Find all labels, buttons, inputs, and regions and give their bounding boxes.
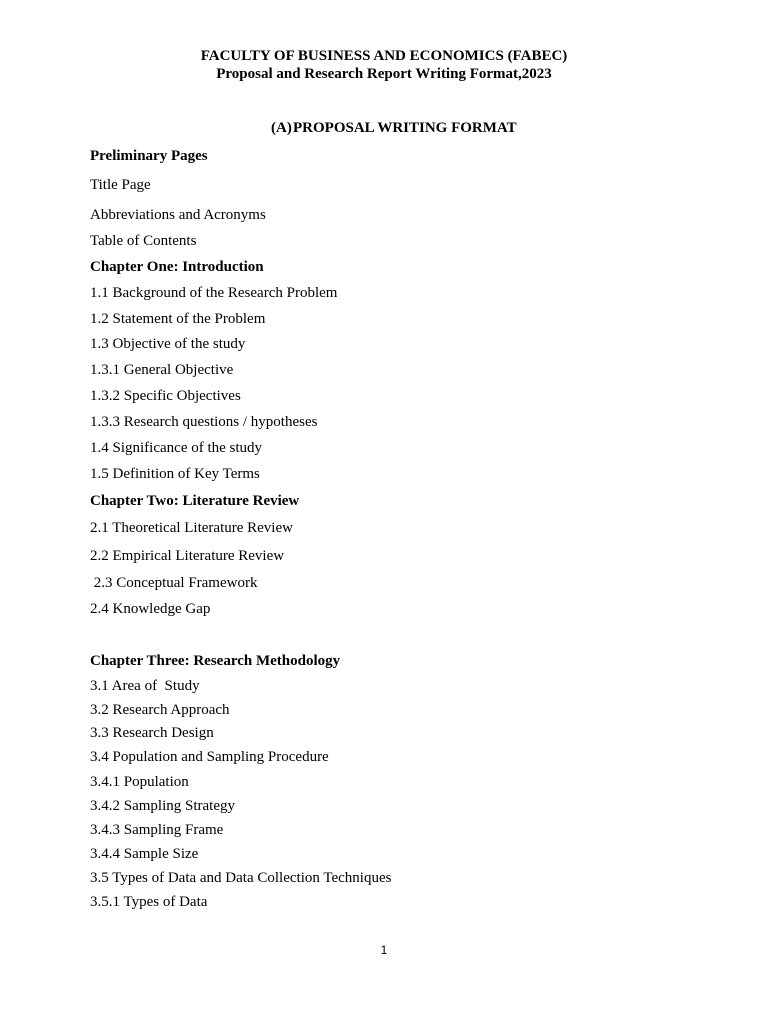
list-item-1-3-2: 1.3.2 Specific Objectives xyxy=(90,388,241,404)
preliminary-pages-heading: Preliminary Pages xyxy=(90,148,208,164)
list-item-3-4-4: 3.4.4 Sample Size xyxy=(90,846,199,862)
page-number: 1 xyxy=(380,943,388,957)
list-item-2-4: 2.4 Knowledge Gap xyxy=(90,601,211,617)
list-item-1-3-1: 1.3.1 General Objective xyxy=(90,362,234,378)
list-item-1-4: 1.4 Significance of the study xyxy=(90,440,263,456)
list-item-3-4-3: 3.4.3 Sampling Frame xyxy=(90,822,224,838)
list-item-3-2: 3.2 Research Approach xyxy=(90,702,230,718)
list-item-3-5: 3.5 Types of Data and Data Collection Techniques xyxy=(90,870,392,886)
list-item-1-3-3: 1.3.3 Research questions / hypotheses xyxy=(90,414,318,430)
list-item-1-5: 1.5 Definition of Key Terms xyxy=(90,466,260,482)
list-item-1-1: 1.1 Background of the Research Problem xyxy=(90,285,338,301)
section-title-text: PROPOSAL WRITING FORMAT xyxy=(293,120,517,136)
list-item-1-3: 1.3 Objective of the study xyxy=(90,336,246,352)
list-item-title-page: Title Page xyxy=(90,177,151,193)
list-item-3-5-1: 3.5.1 Types of Data xyxy=(90,894,208,910)
list-item-3-4-2: 3.4.2 Sampling Strategy xyxy=(90,798,235,814)
list-item-3-1: 3.1 Area of Study xyxy=(90,678,200,694)
document-subtitle: Proposal and Research Report Writing Format,2023 xyxy=(216,66,552,82)
list-item-3-4: 3.4 Population and Sampling Procedure xyxy=(90,749,329,765)
chapter-three-heading: Chapter Three: Research Methodology xyxy=(90,653,341,669)
list-item-2-1: 2.1 Theoretical Literature Review xyxy=(90,520,293,536)
section-heading xyxy=(271,119,517,137)
list-item-2-3: 2.3 Conceptual Framework xyxy=(90,575,258,591)
list-item-2-2: 2.2 Empirical Literature Review xyxy=(90,548,285,564)
list-item-1-2: 1.2 Statement of the Problem xyxy=(90,311,266,327)
list-item-table-of-contents: Table of Contents xyxy=(90,233,197,249)
faculty-title: FACULTY OF BUSINESS AND ECONOMICS (FABEC) xyxy=(200,48,568,64)
chapter-two-heading: Chapter Two: Literature Review xyxy=(90,493,300,509)
list-item-3-3: 3.3 Research Design xyxy=(90,725,214,741)
chapter-one-heading: Chapter One: Introduction xyxy=(90,259,264,275)
section-label: (A) xyxy=(271,120,292,136)
list-item-3-4-1: 3.4.1 Population xyxy=(90,774,189,790)
list-item-abbreviations: Abbreviations and Acronyms xyxy=(90,207,266,223)
